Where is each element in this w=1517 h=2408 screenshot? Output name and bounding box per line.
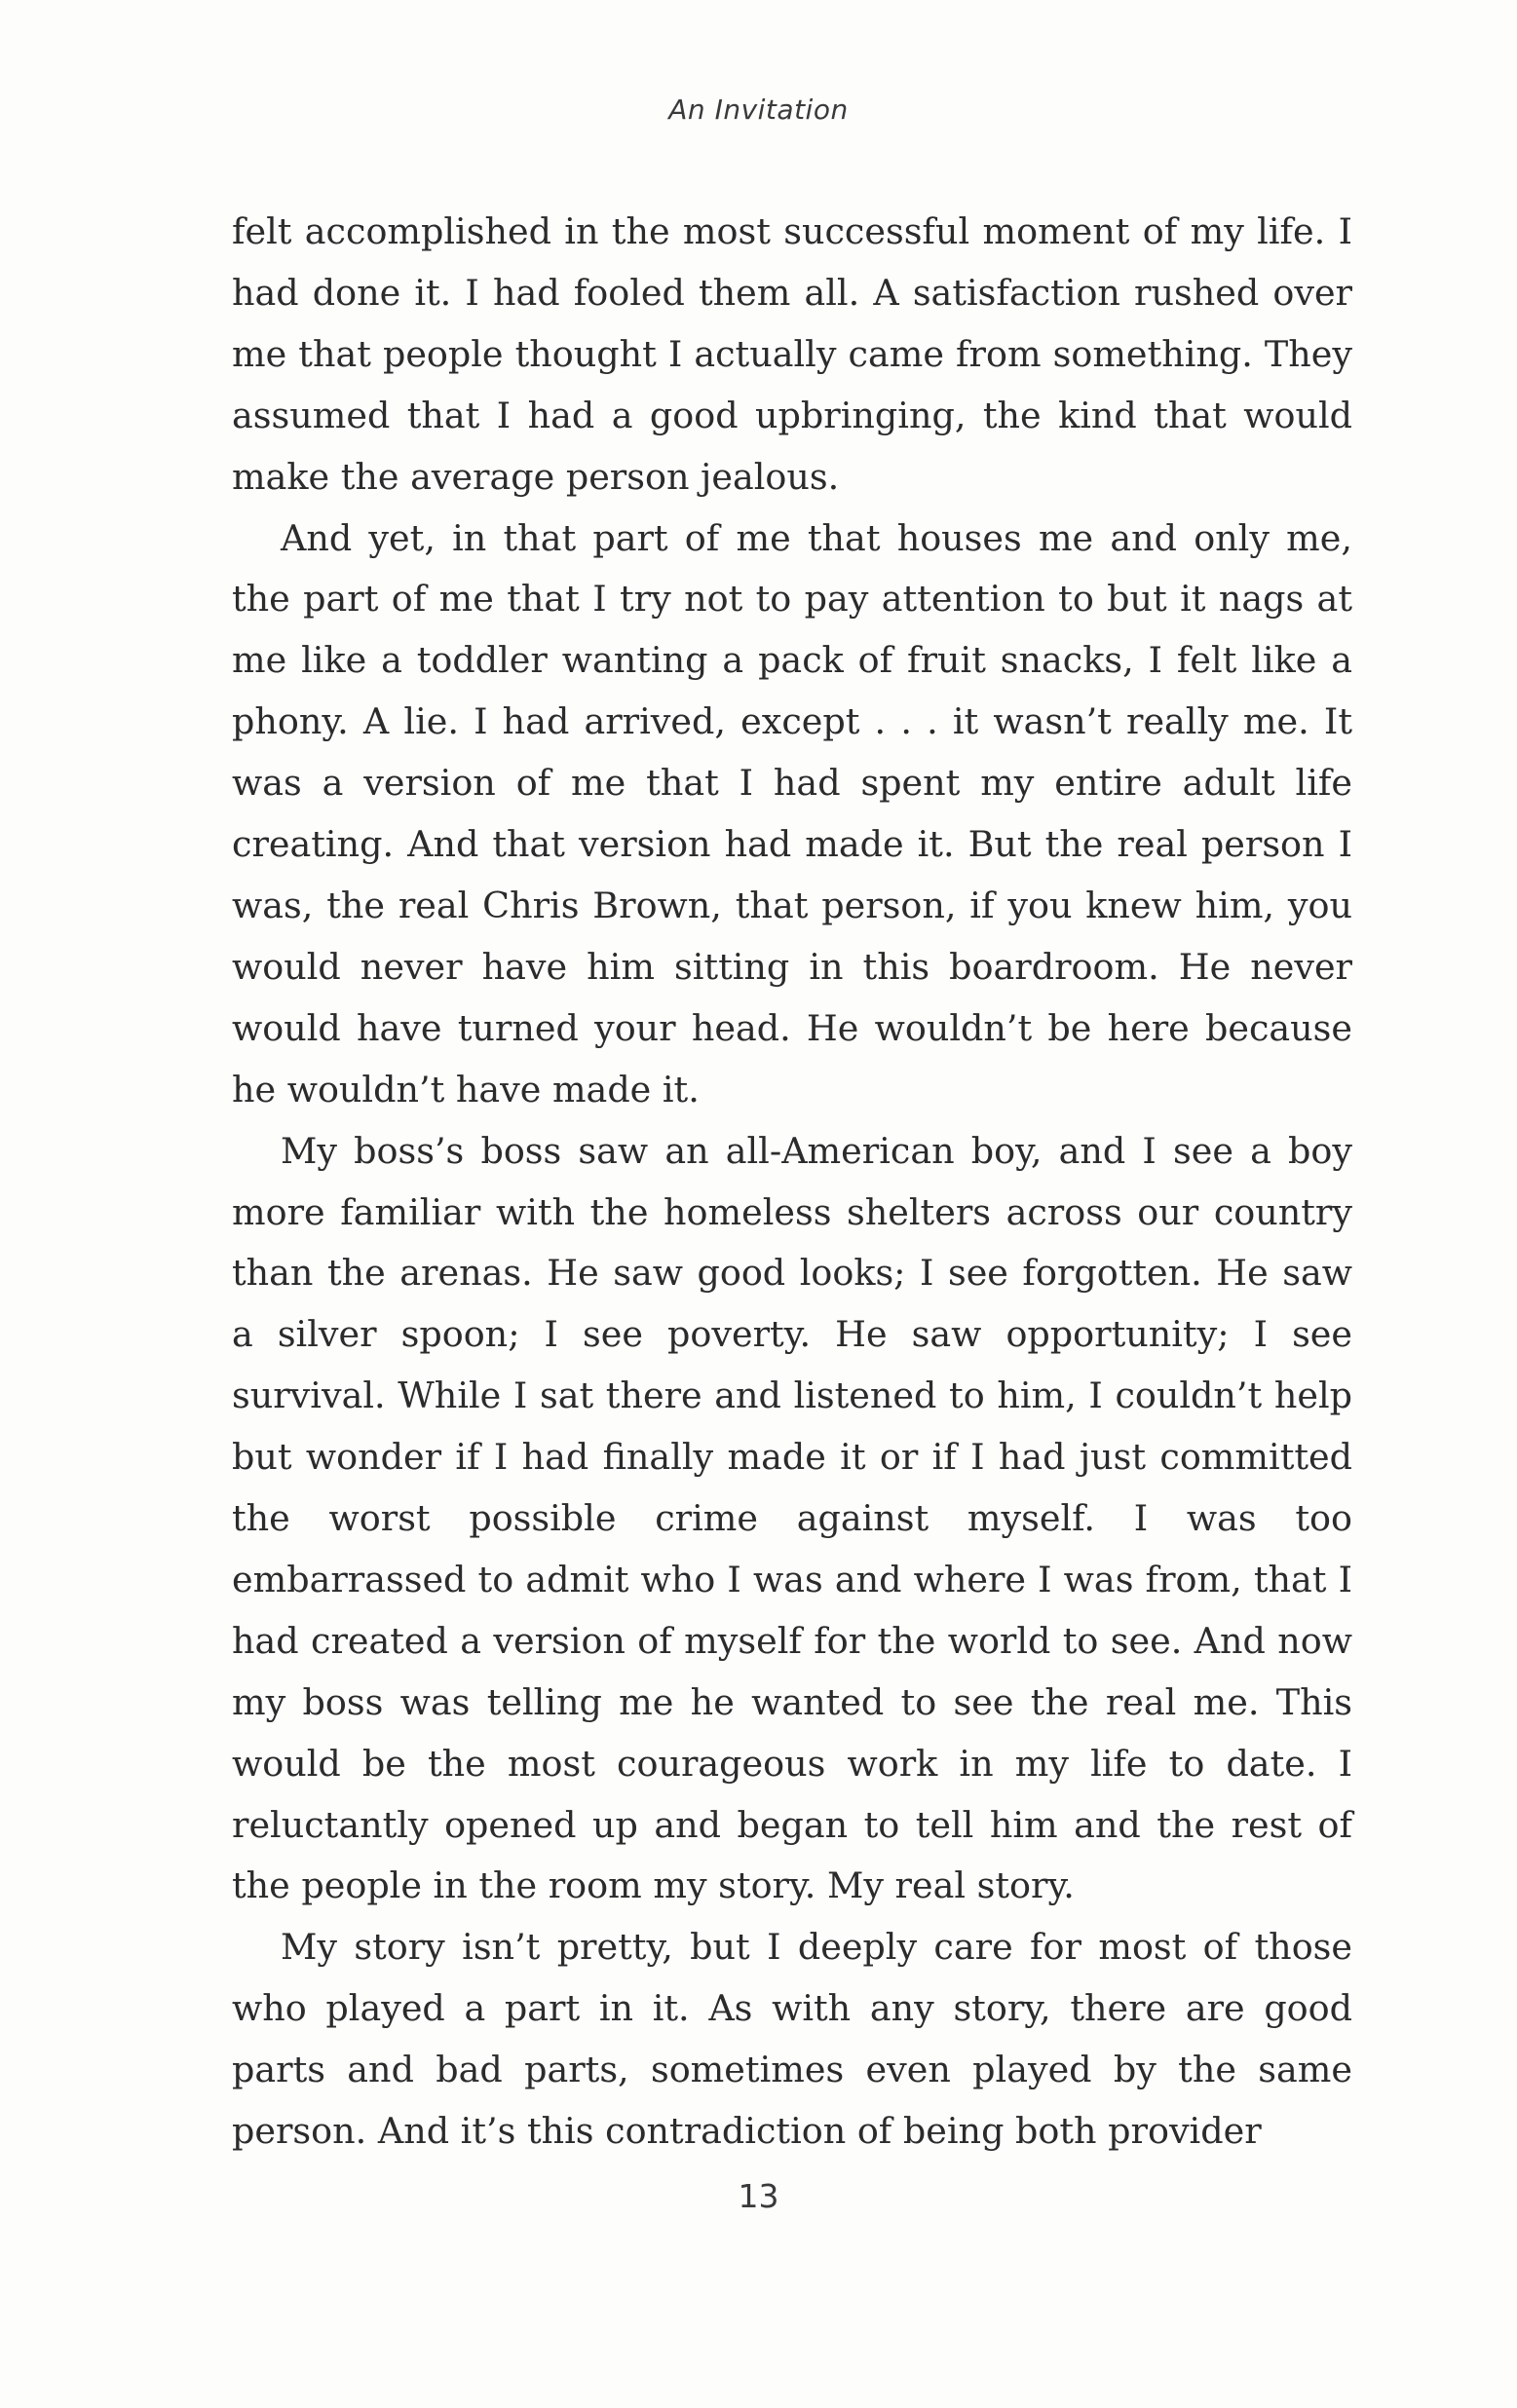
paragraph-4: My story isn’t pretty, but I deeply care for most of those who played a part in it. As with any story, there are good parts and bad parts, sometimes even played by the same person. And it’s this contradiction of being both provider	[232, 1926, 1352, 2153]
running-head: An Invitation	[668, 94, 849, 126]
body-text	[232, 202, 1352, 2163]
page-number: 13	[738, 2177, 779, 2215]
paragraph-3: My boss’s boss saw an all-American boy, and I see a boy more familiar with the homeless shelters across our country than the arenas. He saw good looks; I see forgotten. He saw a silver spoon; I see poverty. He saw opportunity; I see survival. While I sat there and listened to him, I couldn’t help but wonder if I had finally made it or if I had just committed the worst possible crime against myself. I was too embarrassed to admit who I was and where I was from, that I had created a version of myself for the world to see. And now my boss was telling me he wanted to see the real me. This would be the most courageous work in my life to date. I reluctantly opened up and began to tell him and the rest of the people in the room my story. My real story.	[232, 1129, 1352, 1907]
paragraph-1: felt accomplished in the most successful moment of my life. I had done it. I had fooled them all. A satisfaction rushed over me that people thought I actually came from something. They assumed that I had a good upbringing, the kind that would make the average person jealous.	[232, 210, 1352, 498]
paragraph-2: And yet, in that part of me that houses me and only me, the part of me that I try not to pay attention to but it nags at me like a toddler wanting a pack of fruit snacks, I felt like a phony. A lie. I had arrived, except . . . it wasn’t really me. It was a version of me that I had spent my entire adult life creating. And that version had made it. But the real person I was, the real Chris Brown, that person, if you knew him, you would never have him sitting in this boardroom. He never would have turned your head. He wouldn’t be here because he wouldn’t have made it.	[232, 516, 1352, 1110]
